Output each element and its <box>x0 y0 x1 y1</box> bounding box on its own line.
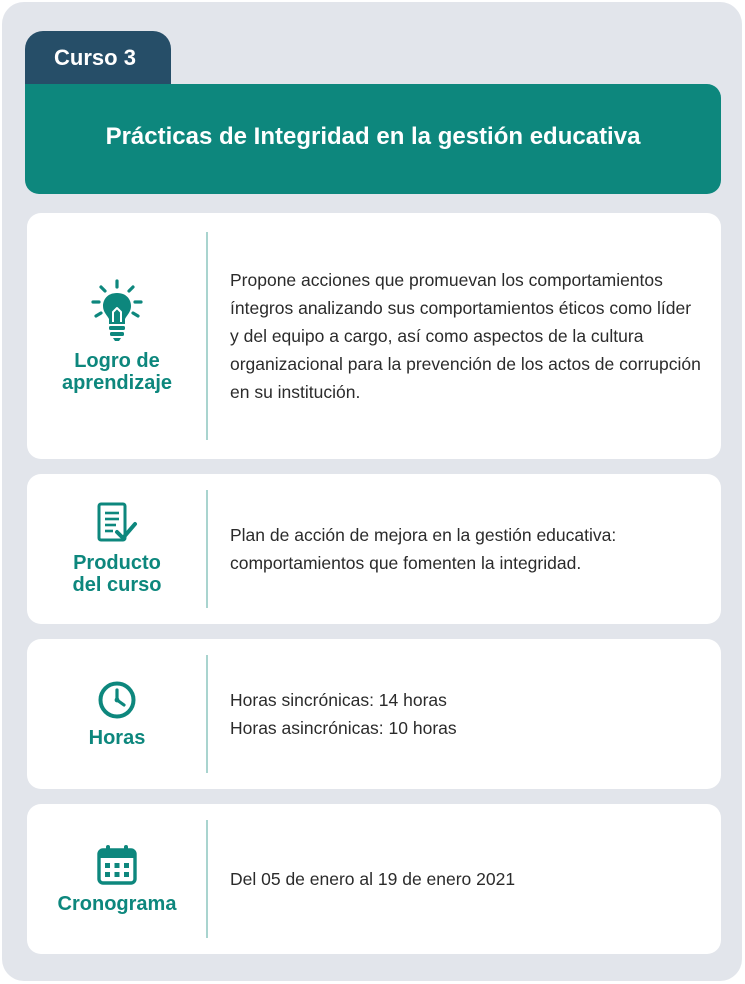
checklist-document-icon <box>93 502 141 546</box>
schedule-label: Cronograma <box>57 893 177 915</box>
card-divider <box>206 232 208 440</box>
course-product-text: Plan de acción de mejora en la gestión educativa: comportamientos que fomenten la integridad. <box>230 525 617 573</box>
course-product-label: Producto del curso <box>72 552 162 596</box>
hours-label: Horas <box>88 727 146 749</box>
course-product-card <box>27 474 721 624</box>
schedule-card <box>27 804 721 954</box>
hours-card <box>27 639 721 789</box>
learning-outcome-text: Propone acciones que promuevan los comportamientos íntegros analizando sus comportamientos éticos como líder y del equipo a cargo, así como aspectos de la cultura organizacional para la prevención de los actos de corrupción en su institución. <box>230 270 701 402</box>
calendar-icon <box>95 843 139 887</box>
hours-text <box>230 639 701 789</box>
card-divider <box>206 655 208 773</box>
learning-outcome-header <box>27 213 207 459</box>
async-hours: Horas asincrónicas: 10 horas <box>230 718 457 738</box>
schedule-header <box>27 804 207 954</box>
course-title: Prácticas de Integridad en la gestión educativa <box>105 123 641 150</box>
course-number-tab: Curso 3 <box>25 31 171 89</box>
lightbulb-icon <box>87 278 147 344</box>
hours-header <box>27 639 207 789</box>
course-product-header <box>27 474 207 624</box>
card-divider <box>206 820 208 938</box>
card-divider <box>206 490 208 608</box>
sync-hours: Horas sincrónicas: 14 horas <box>230 690 447 710</box>
learning-outcome-card <box>27 213 721 459</box>
clock-icon <box>96 679 138 721</box>
learning-outcome-label: Logro de aprendizaje <box>61 350 173 394</box>
course-title-bar <box>25 84 721 194</box>
schedule-text: Del 05 de enero al 19 de enero 2021 <box>230 869 516 889</box>
